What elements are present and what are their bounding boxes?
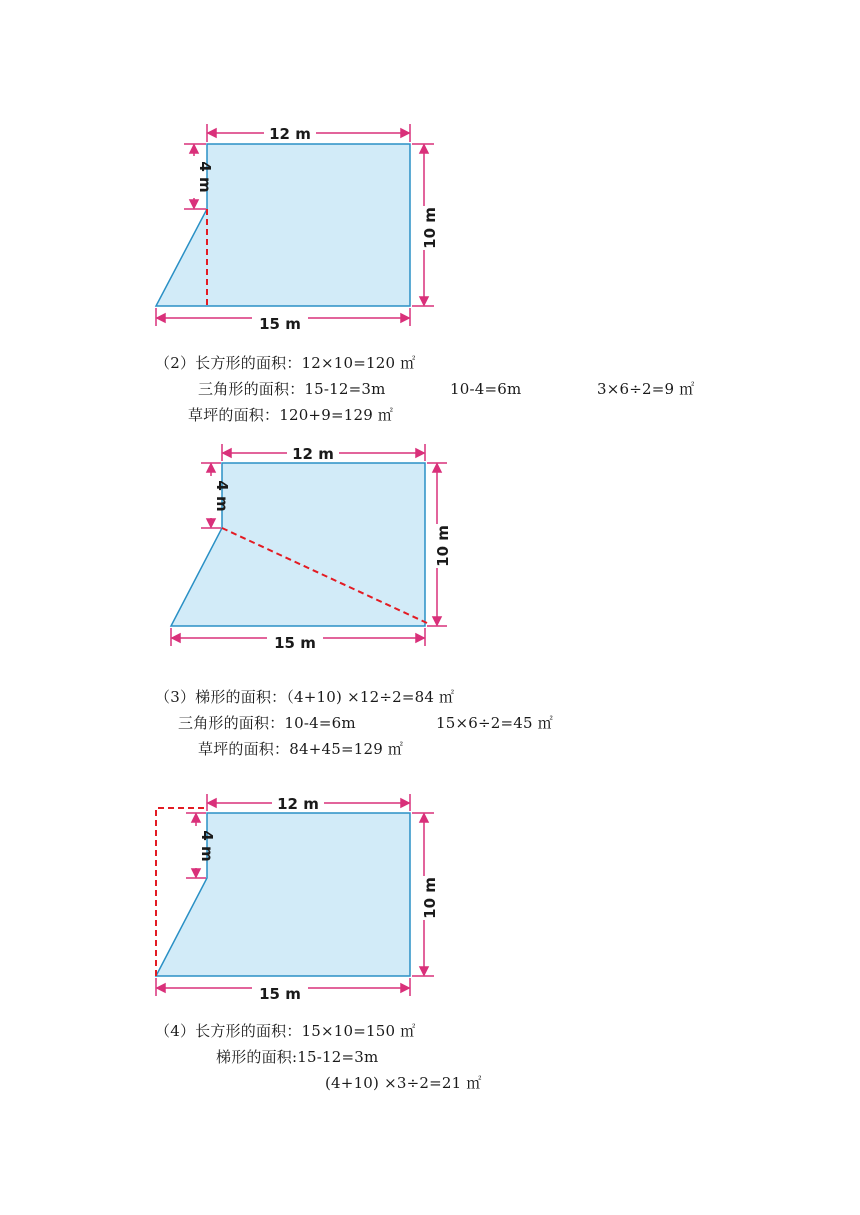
right-dimension-label: 10 m xyxy=(434,525,452,567)
figure-1-lawn-vertical-split xyxy=(148,120,468,340)
left-dimension-label: 4 m xyxy=(196,161,214,193)
section2-lawn-area: 草坪的面积：120+9=129 ㎡ xyxy=(188,406,394,424)
right-dimension-label: 10 m xyxy=(421,207,439,249)
left-dimension-label: 4 m xyxy=(198,830,216,862)
lawn-shape xyxy=(156,813,410,976)
right-dimension-label: 10 m xyxy=(421,877,439,919)
section3-lawn-area: 草坪的面积：84+45=129 ㎡ xyxy=(198,740,404,758)
lawn-shape xyxy=(156,144,410,306)
top-dimension-label: 12 m xyxy=(292,445,334,463)
top-dimension-label: 12 m xyxy=(277,795,319,813)
section4-trapezoid-base: 梯形的面积:15-12=3m xyxy=(216,1048,379,1066)
section2-triangle-base: 三角形的面积：15-12=3m xyxy=(198,380,386,398)
section2-triangle-area: 3×6÷2=9 ㎡ xyxy=(597,380,695,398)
bottom-dimension-label: 15 m xyxy=(259,315,301,333)
lawn-shape xyxy=(171,463,425,626)
figure-3-lawn-extended-rectangle xyxy=(148,790,468,1010)
section2-triangle-height: 10-4=6m xyxy=(450,380,522,398)
section3-triangle-area: 15×6÷2=45 ㎡ xyxy=(436,714,553,732)
top-dimension-label: 12 m xyxy=(269,125,311,143)
bottom-dimension-label: 15 m xyxy=(259,985,301,1003)
section4-rectangle-area: （4）长方形的面积：15×10=150 ㎡ xyxy=(155,1022,416,1040)
section3-triangle-height: 三角形的面积：10-4=6m xyxy=(178,714,356,732)
section4-trapezoid-area: (4+10) ×3÷2=21 ㎡ xyxy=(325,1074,482,1092)
section3-trapezoid-area: （3）梯形的面积：（4+10) ×12÷2=84 ㎡ xyxy=(155,688,455,706)
bottom-dimension-label: 15 m xyxy=(274,634,316,652)
figure-2-lawn-diagonal-split xyxy=(163,440,483,660)
left-dimension-label: 4 m xyxy=(213,480,231,512)
section2-rectangle-area: （2）长方形的面积：12×10=120 ㎡ xyxy=(155,354,416,372)
